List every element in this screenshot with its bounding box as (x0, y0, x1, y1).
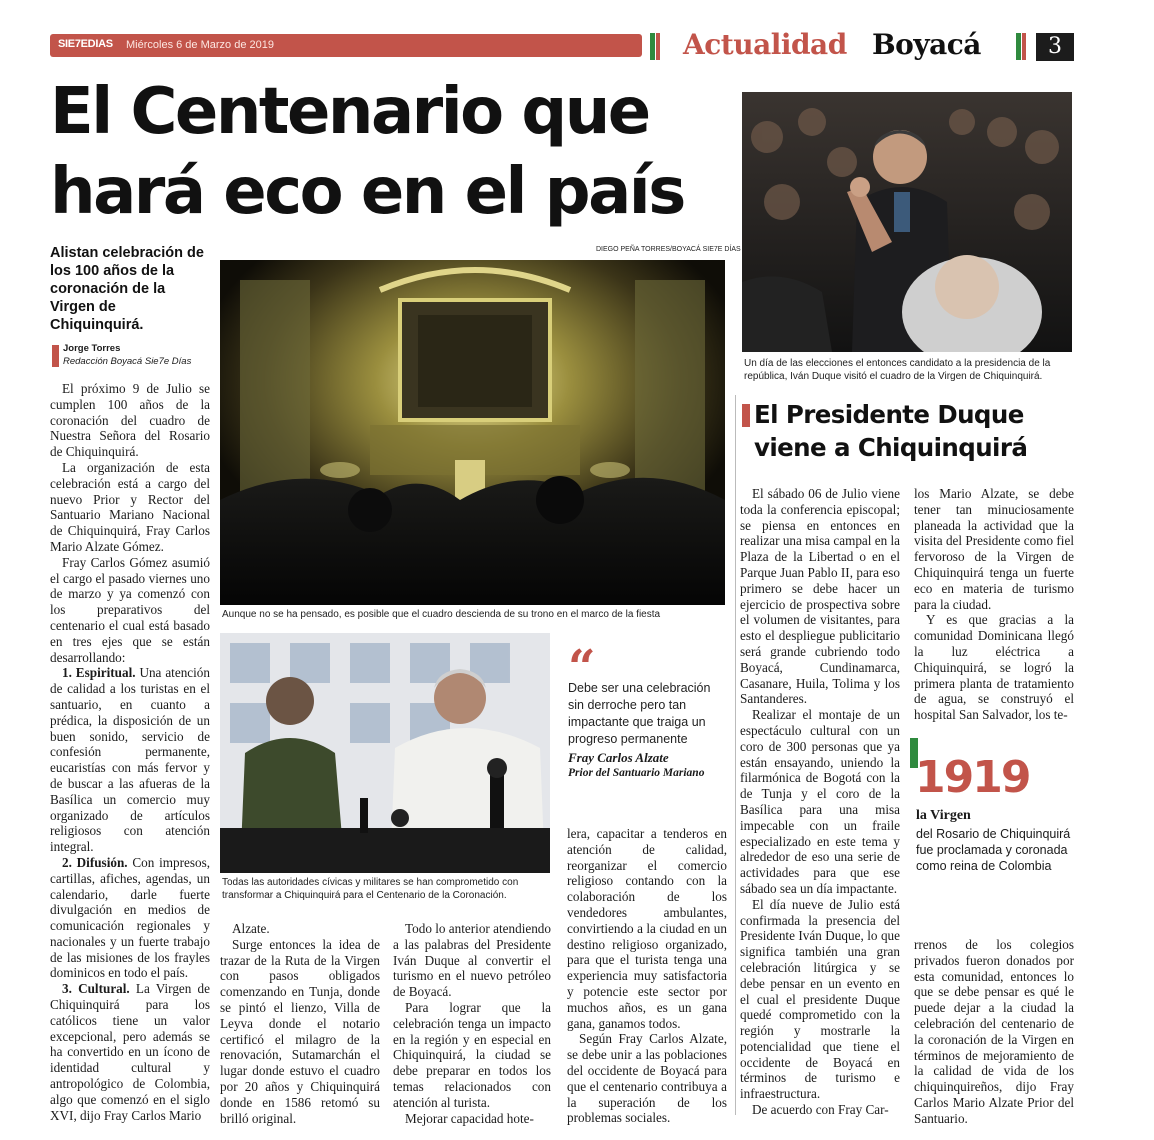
issue-date: Miércoles 6 de Marzo de 2019 (126, 39, 274, 51)
press-conference-photo (220, 633, 550, 873)
highlight-description: del Rosario de Chiquinquirá fue proclamada y coronada como reina de Colombia (916, 827, 1071, 873)
article-column-4 (567, 826, 727, 1126)
author-marker (52, 345, 59, 367)
paragraph: Todo lo anterior atendiendo a las palabras del Presidente Iván Duque al convertir el turismo en el nuevo petróleo de Boyacá. (393, 921, 551, 1000)
photo-credit: DIEGO PEÑA TORRES/BOYACÁ SIE7E DÍAS (596, 246, 741, 253)
author-name: Jorge Torres (63, 343, 121, 354)
paragraph: Fray Carlos Gómez asumió el cargo el pasado viernes uno de marzo y ya comenzó con los preparativos del centenario el cual está basado en tres ejes que se están desarrollando: (50, 554, 210, 665)
quote-author: Fray Carlos Alzate (568, 750, 669, 765)
basilica-interior-photo (220, 260, 725, 605)
green-accent-bar (1016, 33, 1021, 60)
paragraph: De acuerdo con Fray Car- (752, 1102, 889, 1118)
paragraph: Mejorar capacidad hote- (405, 1110, 534, 1126)
paragraph: El próximo 9 de Julio se cumplen 100 años de la coronación del cuadro de Nuestra Señora del Rosario de Chiquinquirá. (50, 381, 210, 460)
paragraph: Realizar el montaje de un espectáculo cultural con un coro de 300 personas que ya están ensayando, uniendo la filarmónica de Bogotá con la de Tunja y el coro de la Basílica para una misa impecable con un fraile especializado en este tema y alrededor de eso una serie de actividades para que ese sábado sea un día impactante. (740, 707, 900, 896)
paragraph: lera, capacitar a tenderos en atención de calidad, reorganizar el comercio religioso contando con la colaboración de los vendedores ambulantes, convirtiendo a la ciudad en un destino religioso organizado, para que el turista tenga una experiencia muy satisfactoria y potencie este sector por muchos años, es un gana gana, ganamos todos. (567, 826, 727, 1031)
page-title (50, 72, 720, 232)
pull-quote: Debe ser una celebración sin derroche pero tan impactante que traiga un progreso permanente (568, 681, 711, 746)
headline-line-2: hará eco en el país (50, 155, 684, 229)
list-label: 3. Cultural. (62, 981, 130, 997)
highlight-subtitle: la Virgen (916, 808, 971, 823)
title-line-1: El Presidente Duque (754, 400, 1024, 429)
paragraph: El sábado 06 de Julio viene toda la conferencia episcopal; se piensa en entonces en realizar una misa campal en la Plaza de la Libertad o en el Parque Juan Pablo II, para eso primero se debe hacer un ejercicio de prospectiva sobre el volumen de visitantes, para esto el despliegue publicitario será grande cubriendo todo Boyacá, Cundinamarca, Casanare, Huila, Tolima y los Santanderes. (740, 486, 900, 707)
subheadline: Alistan celebración de los 100 años de la coronación de la Virgen de Chiquinquirá. (50, 245, 204, 333)
duque-crowd-photo (742, 92, 1072, 352)
quote-mark-icon: “ (568, 640, 596, 696)
list-label: 1. Espiritual. (62, 665, 136, 681)
column-divider (735, 395, 736, 1115)
list-text: Con impresos, cartillas, afiches, agendas, un calendario, darle fuerte divulgación en medios de comunicación regionales y nacionales y un fuerte trabajo de las misiones de los frayles dominicos en todo el país. (50, 854, 211, 981)
paragraph: El día nueve de Julio está confirmada la presencia del Presidente Iván Duque, lo que significa también una gran celebración litúrgica y se debe pensar en un evento en el cual el presidente Duque quedé comprometido con la región y mostrarle la potencialidad que tiene el occidente de Boyacá en términos de turismo e infraestructura. (740, 896, 900, 1102)
article-column-3 (393, 921, 551, 1126)
paragraph: Y es que gracias a la comunidad Dominicana llegó la luz eléctrica a Chiquinquirá, se logró la primera planta de tratamiento de agua, se construyó el hospital San Salvador, los te- (914, 612, 1074, 723)
photo-caption: Aunque no se ha pensado, es posible que el cuadro descienda de su trono en el marco de la fiesta (222, 609, 661, 620)
green-accent-bar (650, 33, 655, 60)
paragraph: Alzate. (232, 921, 270, 936)
list-text: Una atención de calidad a los turistas en el santuario, en cuanto a prédica, la disposición de un buen sonido, servicio de confesión permanente, eucaristías con más fervor y de buscar a las afueras de la Basílica un comercio muy organizado de artículos religiosos con atención integral. (50, 665, 210, 855)
paragraph: rrenos de los colegios privados fueron donados por esta comunidad, entonces lo que se debe pensar es qué le puede dejar a la ciudad la celebración del centenario de la coronación de la Virgen en términos de mejoramiento de la calidad de vida de los chiquinquireños, dijo Fray Carlos Mario Alzate Prior del Santuario. (914, 937, 1074, 1126)
author-role: Redacción Boyacá Sie7e Días (63, 356, 192, 367)
list-label: 2. Difusión. (62, 854, 128, 870)
headline-line-1: El Centenario que (50, 75, 649, 149)
section-name-actualidad: Actualidad (683, 28, 847, 61)
red-accent-bar (656, 33, 660, 60)
quote-author-role: Prior del Santuario Mariano (568, 767, 705, 779)
paragraph: Surge entonces la idea de trazar de la Ruta de la Virgen con pasos obligados comenzando en Tunja, donde se pintó el lienzo, Villa de Leyva donde el notario certificó el milagro de la renovación, Sutamarchán el lugar donde estuvo el cuadro por 20 años y Chiquinquirá donde en 1586 retomó su brilló original. (220, 936, 380, 1126)
paragraph (50, 981, 210, 1123)
paragraph: La organización de esta celebración está a cargo del nuevo Prior y Rector del Santuario Mariano Nacional de Chiquinquirá, Fray Carlos Mario Alzate Gómez. (50, 459, 210, 554)
paragraph: Según Fray Carlos Alzate, se debe unir a las poblaciones del occidente de Boyacá para que el centenario contribuya a la superación de los problemas sociales. (567, 1031, 727, 1126)
list-text: La Virgen de Chiquinquirá para los católicos tiene un valor excepcional, pero además se ha convertido en un ícono de identidad cultural y antropológico de Colombia, algo que comenzó en el siglo XVI, dijo Fray Carlos Mario (50, 981, 210, 1123)
newspaper-logo: SIE7EDIAS (58, 38, 113, 50)
paragraph: los Mario Alzate, se debe tener tan minuciosamente planeada la actividad que la visita del Presidente como fiel fervoroso de la Virgen de Chiquinquirá tenga un fuerte eco en materia de turismo para la ciudad. (914, 486, 1074, 612)
page-number: 3 (1036, 33, 1074, 61)
paragraph (50, 855, 210, 981)
paragraph: Para lograr que la celebración tenga un impacto en la región y en especial en Chiquinquirá, la ciudad se debe preparar en todos los temas relacionados con atención al turista. (393, 999, 551, 1110)
article-2-title (754, 398, 1084, 464)
section-name-boyaca: Boyacá (872, 28, 981, 61)
photo-caption: Todas las autoridades cívicas y militares se han comprometido con transformar a Chiquinquirá para el Centenario de la Coronación. (222, 877, 519, 901)
paragraph (50, 665, 210, 855)
photo-caption: Un día de las elecciones el entonces candidato a la presidencia de la república, Iván Duque visitó el cuadro de la Virgen de Chiquinquirá. (744, 358, 1051, 382)
article-2-column-2 (914, 486, 1074, 723)
article-2-column-1 (740, 486, 900, 1118)
red-accent-bar (1022, 33, 1026, 60)
highlight-year: 1919 (915, 752, 1030, 803)
article-2-column-2-continued (914, 937, 1074, 1127)
article-column-1 (50, 381, 210, 1123)
title-marker (742, 404, 750, 427)
title-line-2: viene a Chiquinquirá (754, 433, 1028, 462)
article-column-2 (220, 921, 380, 1126)
